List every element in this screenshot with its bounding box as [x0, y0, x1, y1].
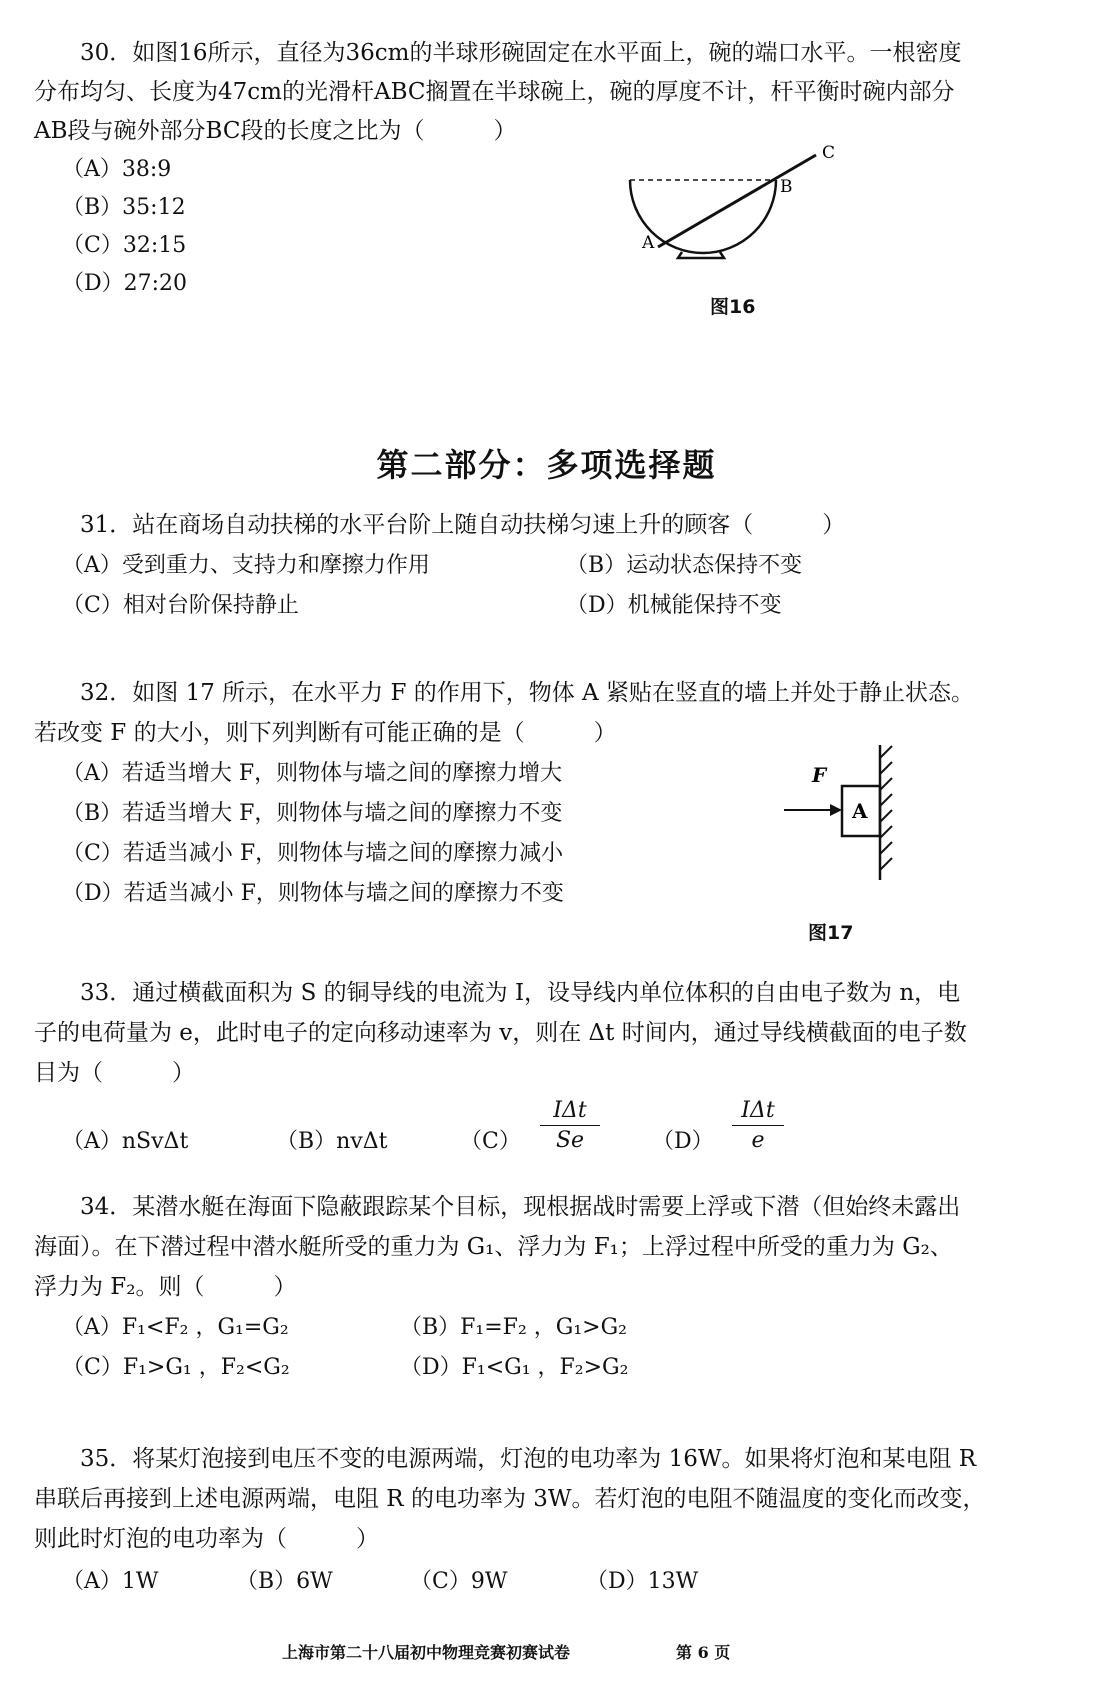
q33-option-c-numerator: IΔt [553, 1098, 587, 1123]
q31-option-d: （D）机械能保持不变 [566, 593, 782, 618]
q35-option-a: （A）1W [62, 1569, 159, 1594]
figure-16-bowl-diagram [600, 140, 900, 280]
q33-option-d-label: （D） [652, 1129, 714, 1154]
q30-option-a: （A）38:9 [62, 157, 172, 182]
wall-hatching [880, 746, 892, 870]
q33-option-b: （B）nvΔt [276, 1129, 388, 1154]
rod-abc [658, 155, 816, 247]
label-a: A [642, 233, 655, 253]
q34-option-a: （A）F₁<F₂ ，G₁=G₂ [62, 1315, 289, 1340]
q32-option-b: （B）若适当增大 F，则物体与墙之间的摩擦力不变 [62, 801, 563, 826]
q30-option-b: （B）35:12 [62, 195, 186, 220]
label-b: B [780, 177, 793, 197]
q33-line-2: 子的电荷量为 e，此时电子的定向移动速率为 v，则在 Δt 时间内，通过导线横截面的电子数 [34, 1020, 967, 1046]
q33-option-c-fraction [540, 1098, 600, 1153]
footer-page-number: 第 6 页 [676, 1643, 731, 1662]
figure-16-caption: 图16 [710, 296, 756, 318]
q30-line-2: 分布均匀、长度为47cm的光滑杆ABC搁置在半球碗上，碗的厚度不计，杆平衡时碗内部分 [34, 79, 955, 105]
q31-option-b: （B）运动状态保持不变 [566, 553, 803, 578]
section-title: 第二部分：多项选择题 [376, 446, 717, 484]
q34-line-2: 海面）。在下潜过程中潜水艇所受的重力为 G₁、浮力为 F₁；上浮过程中所受的重力为 G₂、 [34, 1234, 953, 1260]
label-a-block: A [852, 799, 868, 823]
q34-line-1: 34．某潜水艇在海面下隐蔽跟踪某个目标，现根据战时需要上浮或下潜（但始终未露出 [80, 1194, 961, 1220]
q34-option-d: （D）F₁<G₁ ，F₂>G₂ [400, 1355, 629, 1380]
q35-option-d: （D）13W [586, 1569, 699, 1594]
q33-line-3: 目为（ ） [34, 1060, 195, 1086]
q30-option-d: （D）27:20 [62, 271, 188, 296]
q30-option-c: （C）32:15 [62, 233, 187, 258]
q33-option-c-denominator: Se [555, 1128, 585, 1153]
label-f: F [812, 763, 827, 787]
figure-17-wall-diagram [780, 740, 940, 900]
q32-option-a: （A）若适当增大 F，则物体与墙之间的摩擦力增大 [62, 761, 563, 786]
q35-option-c: （C）9W [410, 1569, 508, 1594]
q33-option-a: （A）nSvΔt [62, 1129, 189, 1154]
figure-17-caption: 图17 [808, 922, 854, 944]
q33-option-c-label: （C） [460, 1129, 521, 1154]
q32-option-d: （D）若适当减小 F，则物体与墙之间的摩擦力不变 [62, 881, 564, 906]
q31-option-c: （C）相对台阶保持静止 [62, 593, 299, 618]
q32-line-1: 32．如图 17 所示，在水平力 F 的作用下，物体 A 紧贴在竖直的墙上并处于静止状态。 [80, 680, 974, 706]
q32-line-2: 若改变 F 的大小，则下列判断有可能正确的是（ ） [34, 720, 617, 746]
q35-line-3: 则此时灯泡的电功率为（ ） [34, 1526, 379, 1552]
q34-option-b: （B）F₁=F₂ ，G₁>G₂ [400, 1315, 627, 1340]
q34-line-3: 浮力为 F₂。则（ ） [34, 1274, 297, 1300]
q35-option-b: （B）6W [236, 1569, 333, 1594]
footer-title: 上海市第二十八届初中物理竞赛初赛试卷 [282, 1643, 571, 1662]
q33-option-d-denominator: e [751, 1128, 765, 1153]
q35-line-1: 35．将某灯泡接到电压不变的电源两端，灯泡的电功率为 16W。如果将灯泡和某电阻 R [80, 1446, 977, 1472]
q32-option-c: （C）若适当减小 F，则物体与墙之间的摩擦力减小 [62, 841, 564, 866]
label-c: C [822, 143, 836, 163]
q33-option-d-numerator: IΔt [741, 1098, 775, 1123]
q34-option-c: （C）F₁>G₁ ，F₂<G₂ [62, 1355, 290, 1380]
q33-option-d-fraction [732, 1098, 784, 1153]
q33-line-1: 33．通过横截面积为 S 的铜导线的电流为 I，设导线内单位体积的自由电子数为 n，电 [80, 980, 961, 1006]
force-arrowhead [830, 804, 842, 816]
q31-stem: 31．站在商场自动扶梯的水平台阶上随自动扶梯匀速上升的顾客（ ） [80, 512, 846, 538]
q31-option-a: （A）受到重力、支持力和摩擦力作用 [62, 553, 430, 578]
q30-line-1: 30．如图16所示，直径为36cm的半球形碗固定在水平面上，碗的端口水平。一根密度 [80, 40, 962, 66]
q30-line-3: AB段与碗外部分BC段的长度之比为（ ） [34, 118, 517, 144]
q35-line-2: 串联后再接到上述电源两端，电阻 R 的电功率为 3W。若灯泡的电阻不随温度的变化而改变， [34, 1486, 986, 1512]
